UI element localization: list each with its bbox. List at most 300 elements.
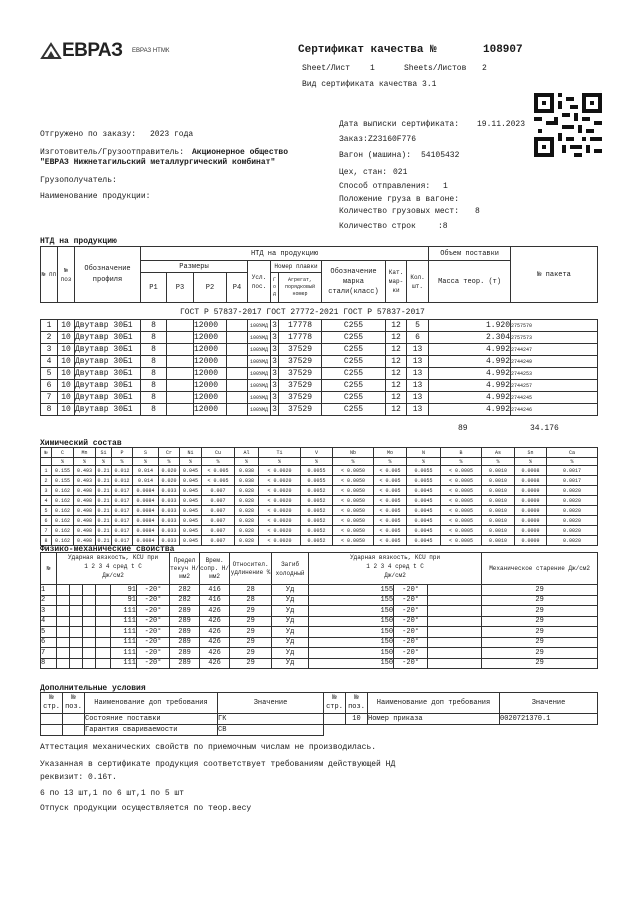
mech-cell-empty bbox=[96, 585, 111, 596]
extra-h-value-2: Значение bbox=[500, 693, 598, 714]
qr-code-icon bbox=[534, 93, 602, 157]
mech-cell-tens: 426 bbox=[200, 616, 230, 627]
extra-row3-value: 0020721370.1 bbox=[500, 714, 598, 725]
places-label: Количество грузовых мест: bbox=[339, 207, 460, 216]
ntd-cell-p2: 12000 bbox=[194, 332, 227, 344]
ntd-h-agg: Агрегат, порядковый номер bbox=[279, 273, 322, 303]
mech-cell-yield: 289 bbox=[170, 616, 200, 627]
chem-row bbox=[41, 536, 598, 546]
chem-cell: 0.0009 bbox=[515, 516, 547, 526]
mech-cell-avg: 91 bbox=[111, 595, 137, 606]
chem-cell: 0.007 bbox=[202, 536, 235, 546]
ntd-h-no: № пп bbox=[41, 247, 58, 303]
mech-cell-t2: -20° bbox=[394, 648, 428, 659]
mech-cell-bend: Уд bbox=[272, 585, 309, 596]
ntd-total-mass: 34.176 bbox=[530, 424, 559, 433]
chem-cell: < 0.0020 bbox=[259, 476, 301, 486]
chem-cell: < 0.005 bbox=[374, 516, 407, 526]
ntd-cell-mass: 1.920 bbox=[429, 320, 511, 332]
mech-cell-empty bbox=[428, 627, 482, 638]
mech-h-bend: Загиб холодный bbox=[272, 553, 309, 585]
ntd-h-pos: № поз bbox=[58, 247, 75, 303]
mech-cell-elong: 29 bbox=[230, 658, 272, 669]
note-attestation: Аттестация механических свойств по приемочным числам не производилась. bbox=[40, 743, 377, 752]
chem-header-row bbox=[41, 448, 598, 458]
ntd-table-row bbox=[41, 320, 598, 332]
consignee-label: Грузополучатель: bbox=[40, 176, 117, 185]
mech-cell-empty bbox=[57, 637, 70, 648]
mech-cell-t2: -20° bbox=[394, 585, 428, 596]
ntd-cell-cat: 12 bbox=[386, 332, 407, 344]
chem-header-cell: P bbox=[112, 448, 133, 458]
ntd-cell-grade: С255 bbox=[322, 404, 386, 416]
ntd-cell-mass: 4.992 bbox=[429, 344, 511, 356]
ntd-cell-mass: 4.992 bbox=[429, 392, 511, 404]
chem-cell: 0.0009 bbox=[515, 506, 547, 516]
chem-cell: < 0.005 bbox=[374, 496, 407, 506]
date-label: Дата выписки сертификата: bbox=[339, 120, 460, 129]
chem-cell: 0.0045 bbox=[407, 506, 441, 516]
ntd-cell-n: 1 bbox=[41, 320, 58, 332]
chem-header-cell: S bbox=[133, 448, 159, 458]
ntd-cell-qty: 13 bbox=[407, 356, 429, 368]
chem-cell: < 0.0005 bbox=[441, 536, 482, 546]
chem-cell: 0.045 bbox=[180, 496, 202, 506]
lines-label: Количество строк bbox=[339, 222, 416, 231]
mech-cell-empty bbox=[428, 606, 482, 617]
chem-header-cell: Mo bbox=[374, 448, 407, 458]
mech-cell-t2: -20° bbox=[394, 595, 428, 606]
chem-cell: 0.498 bbox=[74, 526, 96, 536]
ntd-cell-empty bbox=[167, 392, 194, 404]
mech-cell-elong: 28 bbox=[230, 585, 272, 596]
mech-cell-avg2: 150 bbox=[309, 637, 394, 648]
chem-cell: 0.0084 bbox=[133, 526, 159, 536]
ntd-cell-mass: 4.992 bbox=[429, 356, 511, 368]
ntd-table bbox=[40, 246, 598, 303]
mech-row bbox=[41, 637, 598, 648]
ntd-cell-p2: 12000 bbox=[194, 356, 227, 368]
chem-header-cell: V bbox=[301, 448, 333, 458]
chem-cell: 0.028 bbox=[235, 516, 259, 526]
chem-header-cell: Ni bbox=[180, 448, 202, 458]
ntd-cell-p2: 12000 bbox=[194, 392, 227, 404]
chem-cell: 0.21 bbox=[97, 487, 110, 494]
chem-cell: 0.498 bbox=[74, 536, 96, 546]
extra-h-value: Значение bbox=[218, 693, 324, 714]
mech-row bbox=[41, 627, 598, 638]
order-label: Заказ: bbox=[339, 135, 368, 144]
ntd-cell-p1: 8 bbox=[141, 368, 167, 380]
chem-cell: 0.028 bbox=[235, 486, 259, 496]
mech-cell-tens: 416 bbox=[200, 595, 230, 606]
mech-cell-tens: 426 bbox=[200, 606, 230, 617]
mech-cell-yield: 289 bbox=[170, 606, 200, 617]
ntd-cell-usl: 100%МД bbox=[248, 368, 271, 380]
chem-cell: < 0.0050 bbox=[333, 496, 374, 506]
mech-cell-empty bbox=[96, 637, 111, 648]
mech-cell-yield: 282 bbox=[170, 585, 200, 596]
ntd-cell-pack: 2744249 bbox=[511, 356, 598, 368]
mech-cell-empty bbox=[96, 658, 111, 669]
chem-cell: 0.162 bbox=[52, 526, 74, 536]
mech-cell-yield: 289 bbox=[170, 627, 200, 638]
mech-h-impact: Ударная вязкость, KCU при bbox=[68, 554, 159, 561]
chem-cell: 0.0045 bbox=[407, 536, 441, 546]
chem-unit-row bbox=[41, 458, 598, 466]
mech-cell-empty bbox=[83, 648, 96, 659]
chem-unit-cell: % bbox=[133, 458, 159, 466]
chem-cell: 0.0010 bbox=[482, 516, 515, 526]
extra-h-name-2: Наименование доп требования bbox=[368, 693, 500, 714]
chem-cell: 0.162 bbox=[52, 506, 74, 516]
mech-cell-empty bbox=[70, 627, 83, 638]
chem-cell: < 0.0050 bbox=[333, 536, 374, 546]
mech-cell-t2: -20° bbox=[394, 606, 428, 617]
ntd-h-ntd: НТД на продукцию bbox=[141, 247, 429, 261]
chem-cell: < 0.0050 bbox=[333, 476, 374, 486]
mech-cell-avg: 111 bbox=[111, 637, 137, 648]
chem-unit-cell: % bbox=[333, 458, 374, 466]
ntd-cell-qty: 13 bbox=[407, 368, 429, 380]
chem-cell: 0.0045 bbox=[407, 516, 441, 526]
chem-cell: 0.0010 bbox=[482, 506, 515, 516]
chem-cell: 0.0020 bbox=[547, 536, 598, 546]
ntd-table-row bbox=[41, 392, 598, 404]
mech-cell-n: 3 bbox=[41, 606, 57, 617]
mech-cell-aging: 29 bbox=[482, 616, 598, 627]
mech-cell-bend: Уд bbox=[272, 627, 309, 638]
chem-cell: 0.498 bbox=[74, 506, 96, 516]
ntd-cell-year: 3 bbox=[272, 405, 277, 414]
mech-cell-empty bbox=[83, 637, 96, 648]
mech-h-impact2-unit: Дж/см2 bbox=[384, 572, 406, 579]
chem-unit-cell: % bbox=[96, 458, 112, 466]
mech-row bbox=[41, 658, 598, 669]
chem-cell: 0.0052 bbox=[301, 516, 333, 526]
ntd-cell-melt: 37529 bbox=[279, 392, 322, 404]
chem-cell: 0.0009 bbox=[515, 526, 547, 536]
wagon-value: 54105432 bbox=[421, 151, 460, 160]
ntd-cell-cat: 12 bbox=[386, 380, 407, 392]
chem-header-cell: Cr bbox=[159, 448, 180, 458]
ntd-cell-melt: 17778 bbox=[279, 332, 322, 344]
ntd-cell-pos: 10 bbox=[58, 368, 75, 380]
mech-row bbox=[41, 648, 598, 659]
mech-cell-empty bbox=[428, 658, 482, 669]
chem-cell: < 0.0050 bbox=[333, 516, 374, 526]
chem-cell: 0.014 bbox=[133, 466, 159, 476]
gost-line: ГОСТ Р 57837-2017 ГОСТ 27772-2021 ГОСТ Р 57837-2017 bbox=[180, 308, 425, 317]
ntd-cell-empty bbox=[227, 356, 248, 368]
chem-unit-cell: % bbox=[74, 458, 96, 466]
mech-cell-bend: Уд bbox=[272, 637, 309, 648]
ntd-cell-p1: 8 bbox=[141, 320, 167, 332]
chem-unit-cell: % bbox=[159, 458, 180, 466]
chem-unit-cell: % bbox=[374, 458, 407, 466]
chem-row bbox=[41, 526, 598, 536]
ntd-cell-pack: 2744247 bbox=[511, 344, 598, 356]
ntd-cell-year: 3 bbox=[272, 369, 277, 378]
mech-cell-empty bbox=[428, 648, 482, 659]
ntd-h-p4: Р4 bbox=[227, 273, 248, 303]
chem-unit-cell: % bbox=[52, 458, 74, 466]
ntd-cell-n: 3 bbox=[41, 344, 58, 356]
chem-unit-cell: % bbox=[301, 458, 333, 466]
dispatch-value: 1 bbox=[443, 182, 448, 191]
ntd-cell-p1: 8 bbox=[141, 380, 167, 392]
chem-cell: 0.162 bbox=[52, 496, 74, 506]
manufacturer-value-1: Акционерное общество bbox=[192, 148, 289, 157]
mech-cell-tens: 426 bbox=[200, 658, 230, 669]
sheets-value: 2 bbox=[482, 64, 487, 73]
chem-cell: 0.21 bbox=[97, 507, 110, 514]
mech-cell-yield: 282 bbox=[170, 595, 200, 606]
chem-cell: 0.0008 bbox=[515, 476, 547, 486]
ntd-cell-year: 3 bbox=[272, 393, 277, 402]
mech-cell-t2: -20° bbox=[394, 616, 428, 627]
ntd-h-usl: Усл. пос. bbox=[248, 261, 271, 303]
mech-cell-yield: 289 bbox=[170, 648, 200, 659]
chem-row bbox=[41, 476, 598, 486]
ntd-cell-empty bbox=[167, 404, 194, 416]
chem-cell: 0.033 bbox=[159, 496, 180, 506]
mech-row bbox=[41, 616, 598, 627]
chem-cell: 0.0010 bbox=[482, 486, 515, 496]
chem-cell: 0.0008 bbox=[515, 466, 547, 476]
ntd-h-mass: Масса теор. (т) bbox=[429, 261, 511, 303]
chem-cell: 0.0084 bbox=[133, 496, 159, 506]
chem-cell: 0.0084 bbox=[133, 536, 159, 546]
extra-row2-name: Гарантия свариваемости bbox=[85, 725, 218, 736]
chem-cell: 0.0009 bbox=[515, 536, 547, 546]
chem-cell: 0.012 bbox=[112, 466, 133, 476]
ntd-cell-empty bbox=[167, 380, 194, 392]
mech-cell-t: -20° bbox=[137, 658, 170, 669]
ntd-cell-pos: 10 bbox=[58, 320, 75, 332]
mech-cell-empty bbox=[83, 627, 96, 638]
ntd-cell-cat: 12 bbox=[386, 392, 407, 404]
ntd-table-row bbox=[41, 332, 598, 344]
mech-cell-aging: 29 bbox=[482, 585, 598, 596]
ntd-cell-usl: 100%МД bbox=[248, 344, 271, 356]
mech-cell-n: 2 bbox=[41, 595, 57, 606]
chem-cell: 0.162 bbox=[52, 536, 74, 546]
chem-cell: < 0.0050 bbox=[333, 526, 374, 536]
ntd-cell-grade: С255 bbox=[322, 368, 386, 380]
chem-cell: 0.017 bbox=[112, 496, 133, 506]
ntd-cell-p2: 12000 bbox=[194, 320, 227, 332]
shop-label: Цех, стан: bbox=[339, 168, 388, 177]
mech-cell-elong: 29 bbox=[230, 616, 272, 627]
mech-cell-empty bbox=[70, 595, 83, 606]
ntd-cell-n: 7 bbox=[41, 392, 58, 404]
chem-table bbox=[40, 447, 598, 546]
ntd-cell-qty: 6 bbox=[407, 332, 429, 344]
mech-cell-empty bbox=[57, 658, 70, 669]
mech-table bbox=[40, 552, 598, 669]
chem-cell: < 0.0005 bbox=[441, 476, 482, 486]
mech-cell-empty bbox=[428, 585, 482, 596]
mech-cell-elong: 28 bbox=[230, 595, 272, 606]
note-release: Отпуск продукции осуществляется по теор.весу bbox=[40, 804, 252, 813]
mech-h-aging: Механическое старение Дж/см2 bbox=[482, 553, 598, 585]
chem-header-cell: Ca bbox=[547, 448, 598, 458]
extra-row2-value: СВ bbox=[218, 725, 324, 736]
chem-cell: 0.045 bbox=[180, 526, 202, 536]
chem-cell: 0.020 bbox=[159, 466, 180, 476]
ntd-cell-empty bbox=[167, 356, 194, 368]
ntd-h-p3: Р3 bbox=[167, 273, 194, 303]
ntd-h-melt: Номер плавки bbox=[271, 261, 322, 273]
mech-cell-aging: 29 bbox=[482, 648, 598, 659]
chem-header-cell: C bbox=[52, 448, 74, 458]
chem-unit-cell: % bbox=[441, 458, 482, 466]
chem-cell: 0.0010 bbox=[482, 476, 515, 486]
ntd-table-row bbox=[41, 344, 598, 356]
ntd-h-p2: Р2 bbox=[194, 273, 227, 303]
ntd-cell-pack: 2744245 bbox=[511, 392, 598, 404]
chem-cell: 0.0020 bbox=[547, 506, 598, 516]
ntd-cell-profile: Двутавр 30Б1 bbox=[75, 368, 141, 380]
mech-cell-n: 5 bbox=[41, 627, 57, 638]
chem-cell: 3 bbox=[41, 486, 52, 496]
mech-cell-t: -20° bbox=[137, 648, 170, 659]
chem-cell: 0.045 bbox=[180, 536, 202, 546]
chem-cell: < 0.0050 bbox=[333, 506, 374, 516]
chem-cell: 0.017 bbox=[112, 526, 133, 536]
ntd-cell-profile: Двутавр 30Б1 bbox=[75, 332, 141, 344]
mech-h-tensile: Врем. сопр. Н/мм2 bbox=[200, 553, 230, 585]
ntd-cell-pos: 10 bbox=[58, 404, 75, 416]
dispatch-label: Способ отправления: bbox=[339, 182, 431, 191]
ntd-cell-pack: 2744257 bbox=[511, 380, 598, 392]
mech-cell-tens: 426 bbox=[200, 627, 230, 638]
sheets-label: Sheets/Листов bbox=[404, 64, 467, 73]
mech-h-no: № bbox=[41, 553, 57, 585]
cert-title: Сертификат качества № bbox=[298, 44, 437, 56]
ntd-cell-qty: 13 bbox=[407, 392, 429, 404]
ntd-cell-usl: 100%МД bbox=[248, 332, 271, 344]
chem-unit-cell: % bbox=[482, 458, 515, 466]
extra-h-str: № стр. bbox=[41, 693, 63, 714]
chem-row bbox=[41, 466, 598, 476]
ntd-cell-profile: Двутавр 30Б1 bbox=[75, 404, 141, 416]
mech-cell-empty bbox=[57, 585, 70, 596]
ntd-cell-pos: 10 bbox=[58, 356, 75, 368]
chem-cell: 0.007 bbox=[202, 526, 235, 536]
mech-cell-empty bbox=[57, 627, 70, 638]
note-compliance: Указанная в сертификате продукция соответствует требованиям действующей НД bbox=[40, 760, 396, 769]
manufacturer-value-2: "ЕВРАЗ Нижнетагильский металлургический комбинат" bbox=[40, 158, 276, 167]
extra-h-pos-2: № поз. bbox=[346, 693, 368, 714]
ntd-cell-n: 4 bbox=[41, 356, 58, 368]
mech-cell-avg: 111 bbox=[111, 648, 137, 659]
chem-cell: 0.498 bbox=[74, 496, 96, 506]
ntd-table-row bbox=[41, 368, 598, 380]
chem-cell: 0.017 bbox=[112, 516, 133, 526]
ntd-table-row bbox=[41, 356, 598, 368]
chem-cell: 0.007 bbox=[202, 506, 235, 516]
extra-row1-name: Состояние поставки bbox=[85, 714, 218, 725]
chem-cell: 0.0052 bbox=[301, 506, 333, 516]
mech-cell-avg2: 155 bbox=[309, 585, 394, 596]
chem-cell: 0.017 bbox=[112, 536, 133, 546]
chem-cell: 0.028 bbox=[235, 496, 259, 506]
chem-cell: 0.21 bbox=[97, 527, 110, 534]
mech-row bbox=[41, 595, 598, 606]
sheet-label: Sheet/Лист bbox=[302, 64, 351, 73]
ntd-total-qty: 89 bbox=[458, 424, 468, 433]
mech-cell-t2: -20° bbox=[394, 627, 428, 638]
ntd-cell-mass: 4.992 bbox=[429, 380, 511, 392]
chem-header-cell: Mn bbox=[74, 448, 96, 458]
mech-cell-t2: -20° bbox=[394, 658, 428, 669]
ntd-cell-mass: 4.992 bbox=[429, 368, 511, 380]
mech-cell-empty bbox=[70, 658, 83, 669]
chem-cell: < 0.0050 bbox=[333, 486, 374, 496]
chem-cell: < 0.0020 bbox=[259, 496, 301, 506]
ntd-cell-cat: 12 bbox=[386, 344, 407, 356]
chem-unit-cell: % bbox=[202, 458, 235, 466]
chem-cell: 0.045 bbox=[180, 516, 202, 526]
ntd-cell-qty: 13 bbox=[407, 380, 429, 392]
evraz-logo-icon bbox=[40, 42, 62, 60]
chem-header-cell: № bbox=[41, 448, 52, 458]
ntd-cell-melt: 37529 bbox=[279, 380, 322, 392]
mech-cell-empty bbox=[57, 616, 70, 627]
chem-cell: 0.028 bbox=[235, 526, 259, 536]
mech-cell-aging: 29 bbox=[482, 627, 598, 638]
ntd-cell-cat: 12 bbox=[386, 356, 407, 368]
chem-cell: 0.0055 bbox=[301, 476, 333, 486]
ntd-cell-pos: 10 bbox=[58, 344, 75, 356]
chem-cell: 0.0055 bbox=[301, 466, 333, 476]
ntd-cell-year: 3 bbox=[272, 321, 277, 330]
ntd-cell-cat: 12 bbox=[386, 404, 407, 416]
ntd-cell-empty bbox=[227, 404, 248, 416]
chem-cell: 0.033 bbox=[159, 536, 180, 546]
mech-cell-tens: 426 bbox=[200, 637, 230, 648]
chem-cell: < 0.0005 bbox=[441, 516, 482, 526]
ntd-cell-n: 5 bbox=[41, 368, 58, 380]
mech-row bbox=[41, 606, 598, 617]
ntd-cell-p2: 12000 bbox=[194, 368, 227, 380]
chem-cell: 0.012 bbox=[112, 476, 133, 486]
ntd-cell-empty bbox=[167, 368, 194, 380]
chem-cell: < 0.005 bbox=[374, 486, 407, 496]
mech-cell-bend: Уд bbox=[272, 648, 309, 659]
mech-cell-empty bbox=[83, 616, 96, 627]
mech-cell-empty bbox=[83, 658, 96, 669]
chem-cell: 4 bbox=[41, 496, 52, 506]
chem-header-cell: As bbox=[482, 448, 515, 458]
mech-cell-t: -20° bbox=[137, 606, 170, 617]
chem-cell: 0.0045 bbox=[407, 486, 441, 496]
mech-cell-avg: 111 bbox=[111, 606, 137, 617]
chem-cell: 0.0084 bbox=[133, 486, 159, 496]
chem-unit-cell: % bbox=[112, 458, 133, 466]
mech-cell-avg: 91 bbox=[111, 585, 137, 596]
chem-cell: < 0.0020 bbox=[259, 506, 301, 516]
ntd-cell-profile: Двутавр 30Б1 bbox=[75, 392, 141, 404]
mech-h-impact2: Ударная вязкость, KCU при bbox=[350, 554, 441, 561]
chem-cell: < 0.0020 bbox=[259, 526, 301, 536]
extra-row3-name: Номер приказа bbox=[368, 714, 500, 725]
mech-cell-avg: 111 bbox=[111, 627, 137, 638]
extra-h-str-2: № стр. bbox=[324, 693, 346, 714]
mech-cell-yield: 289 bbox=[170, 637, 200, 648]
